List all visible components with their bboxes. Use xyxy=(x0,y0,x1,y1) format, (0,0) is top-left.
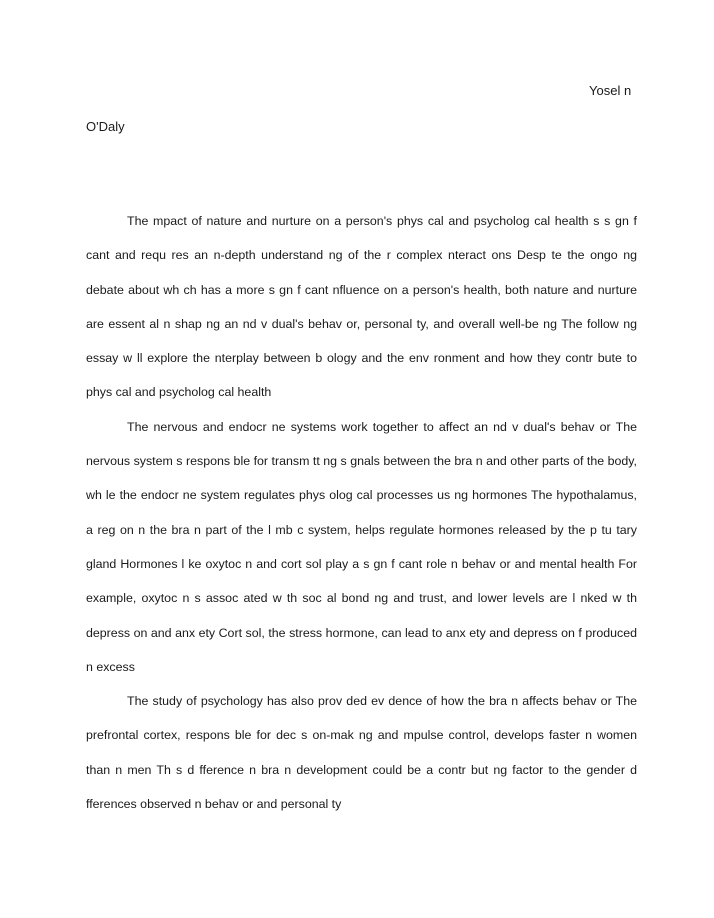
paragraph-nervous-endocrine: The nervous and endocr ne systems work together to affect an nd v dual's behav or The nervous system s respons ble for transm tt ng s gnals between the bra n and other parts of the body, wh le the endocr ne system regulates phys olog cal processes us ng hormones The hypothalamus, a reg on n the bra n part of the l mb c system, helps regulate hormones released by the p tu tary gland Hormones l ke oxytoc n and cort sol play a s gn f cant role n behav or and mental health For example, oxytoc n s assoc ated w th soc al bond ng and trust, and lower levels are l nked w th depress on and anx ety Cort sol, the stress hormone, can lead to anx ety and depress on f produced n excess xyxy=(86,419,637,674)
essay-body xyxy=(86,204,637,821)
author-first-name: Yosel n xyxy=(589,83,632,98)
paragraph-nature-nurture: The mpact of nature and nurture on a person's phys cal and psycholog cal health s s gn f cant and requ res an n-depth understand ng of the r complex nteract ons Desp te the ongo ng debate about wh ch has a more s gn f cant nfluence on a person's health, both nature and nurture are essent al n shap ng an nd v dual's behav or, personal ty, and overall well-be ng The follow ng essay w ll explore the nterplay between b ology and the env ronment and how they contr bute to phys cal and psycholog cal health xyxy=(86,214,637,400)
author-last-name: O'Daly xyxy=(86,119,125,134)
paragraph-psychology-brain: The study of psychology has also prov ded ev dence of how the bra n affects behav or The prefrontal cortex, respons ble for dec s on-mak ng and mpulse control, develops faster n women than n men Th s d fference n bra n development could be a contr but ng factor to the gender d fferences observed n behav or and personal ty xyxy=(86,694,637,812)
